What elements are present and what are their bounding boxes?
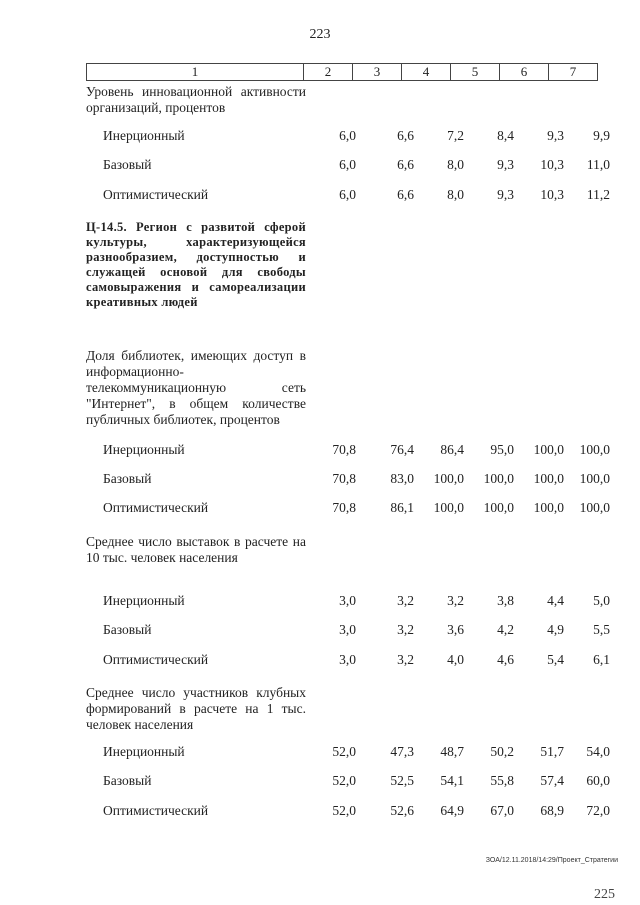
scenario-label: Инерционный (103, 128, 185, 143)
header-col-1: 1 (191, 64, 199, 79)
indicator-label: Среднее число участников клубных формирований в расчете на 1 тыс. человек населения (86, 685, 306, 732)
goal-heading-text: Ц-14.5. Регион с развитой сферой культуры, характеризующейся разнообразием, доступностью и служащей основой для свободы самовыражения и самореализации креативных людей (86, 220, 306, 309)
value-cell: 60,0 (586, 773, 610, 788)
page-number-top: 223 (309, 27, 331, 42)
value-cell: 52,0 (332, 744, 356, 759)
header-col-6: 6 (499, 64, 548, 80)
value-cell: 6,6 (397, 187, 414, 202)
value-cell: 100,0 (433, 500, 464, 515)
value-cell: 10,3 (540, 187, 564, 202)
header-col-5: 5 (450, 64, 499, 80)
scenario-label: Базовый (103, 773, 152, 788)
value-cell: 86,4 (440, 442, 464, 457)
value-cell: 100,0 (579, 442, 610, 457)
value-cell: 95,0 (490, 442, 514, 457)
value-cell: 9,3 (547, 128, 564, 143)
value-cell: 83,0 (390, 471, 414, 486)
scenario-label: Инерционный (103, 442, 185, 457)
value-cell: 54,0 (586, 744, 610, 759)
header-col-3: 3 (352, 64, 401, 80)
scenario-label: Базовый (103, 622, 152, 637)
value-cell: 4,9 (547, 622, 564, 637)
value-cell: 3,2 (447, 593, 464, 608)
value-cell: 51,7 (540, 744, 564, 759)
value-cell: 6,0 (339, 157, 356, 172)
value-cell: 70,8 (332, 442, 356, 457)
value-cell: 64,9 (440, 803, 464, 818)
value-cell: 100,0 (483, 500, 514, 515)
value-cell: 10,3 (540, 157, 564, 172)
value-cell: 8,0 (447, 157, 464, 172)
value-cell: 54,1 (440, 773, 464, 788)
page-number-bottom: 225 (594, 887, 615, 902)
indicator-label: Доля библиотек, имеющих доступ в информационно-телекоммуникационную сеть "Интернет", в общем количестве публичных библиотек, процентов (86, 348, 306, 427)
scenario-label: Инерционный (103, 744, 185, 759)
value-cell: 67,0 (490, 803, 514, 818)
value-cell: 68,9 (540, 803, 564, 818)
value-cell: 100,0 (533, 500, 564, 515)
value-cell: 57,4 (540, 773, 564, 788)
value-cell: 4,4 (547, 593, 564, 608)
footer-stamp: ЗОА/12.11.2018/14:29/Проект_Стратегии (485, 857, 618, 864)
value-cell: 6,6 (397, 157, 414, 172)
indicator-label: Уровень инновационной активности организаций, процентов (86, 84, 306, 115)
value-cell: 86,1 (390, 500, 414, 515)
scenario-label: Оптимистический (103, 500, 209, 515)
value-cell: 100,0 (433, 471, 464, 486)
value-cell: 3,0 (339, 652, 356, 667)
scenario-label: Оптимистический (103, 803, 209, 818)
value-cell: 72,0 (586, 803, 610, 818)
value-cell: 76,4 (390, 442, 414, 457)
value-cell: 52,6 (390, 803, 414, 818)
value-cell: 50,2 (490, 744, 514, 759)
scenario-label: Оптимистический (103, 187, 209, 202)
value-cell: 5,4 (547, 652, 564, 667)
value-cell: 52,0 (332, 803, 356, 818)
value-cell: 6,0 (339, 187, 356, 202)
value-cell: 3,2 (397, 622, 414, 637)
value-cell: 11,0 (586, 157, 610, 172)
value-cell: 55,8 (490, 773, 514, 788)
value-cell: 9,3 (497, 157, 514, 172)
value-cell: 48,7 (440, 744, 464, 759)
value-cell: 5,5 (593, 622, 610, 637)
value-cell: 52,0 (332, 773, 356, 788)
value-cell: 11,2 (586, 187, 610, 202)
value-cell: 47,3 (390, 744, 414, 759)
value-cell: 3,0 (339, 622, 356, 637)
value-cell: 6,0 (339, 128, 356, 143)
header-col-4: 4 (401, 64, 450, 80)
value-cell: 52,5 (390, 773, 414, 788)
value-cell: 8,0 (447, 187, 464, 202)
value-cell: 9,9 (593, 128, 610, 143)
value-cell: 5,0 (593, 593, 610, 608)
value-cell: 8,4 (497, 128, 514, 143)
value-cell: 4,0 (447, 652, 464, 667)
value-cell: 100,0 (533, 442, 564, 457)
value-cell: 6,6 (397, 128, 414, 143)
value-cell: 70,8 (332, 471, 356, 486)
value-cell: 4,6 (497, 652, 514, 667)
value-cell: 100,0 (533, 471, 564, 486)
value-cell: 70,8 (332, 500, 356, 515)
value-cell: 100,0 (579, 500, 610, 515)
indicator-label: Среднее число выставок в расчете на 10 тыс. человек населения (86, 534, 306, 565)
header-col-2: 2 (303, 64, 352, 80)
value-cell: 100,0 (579, 471, 610, 486)
value-cell: 3,6 (447, 622, 464, 637)
header-col-7: 7 (548, 64, 597, 80)
value-cell: 4,2 (497, 622, 514, 637)
scenario-label: Инерционный (103, 593, 185, 608)
value-cell: 3,2 (397, 593, 414, 608)
table-header (86, 63, 598, 81)
value-cell: 100,0 (483, 471, 514, 486)
value-cell: 3,8 (497, 593, 514, 608)
value-cell: 9,3 (497, 187, 514, 202)
value-cell: 3,0 (339, 593, 356, 608)
value-cell: 6,1 (593, 652, 610, 667)
scenario-label: Базовый (103, 471, 152, 486)
scenario-label: Оптимистический (103, 652, 209, 667)
scenario-label: Базовый (103, 157, 152, 172)
value-cell: 3,2 (397, 652, 414, 667)
value-cell: 7,2 (447, 128, 464, 143)
